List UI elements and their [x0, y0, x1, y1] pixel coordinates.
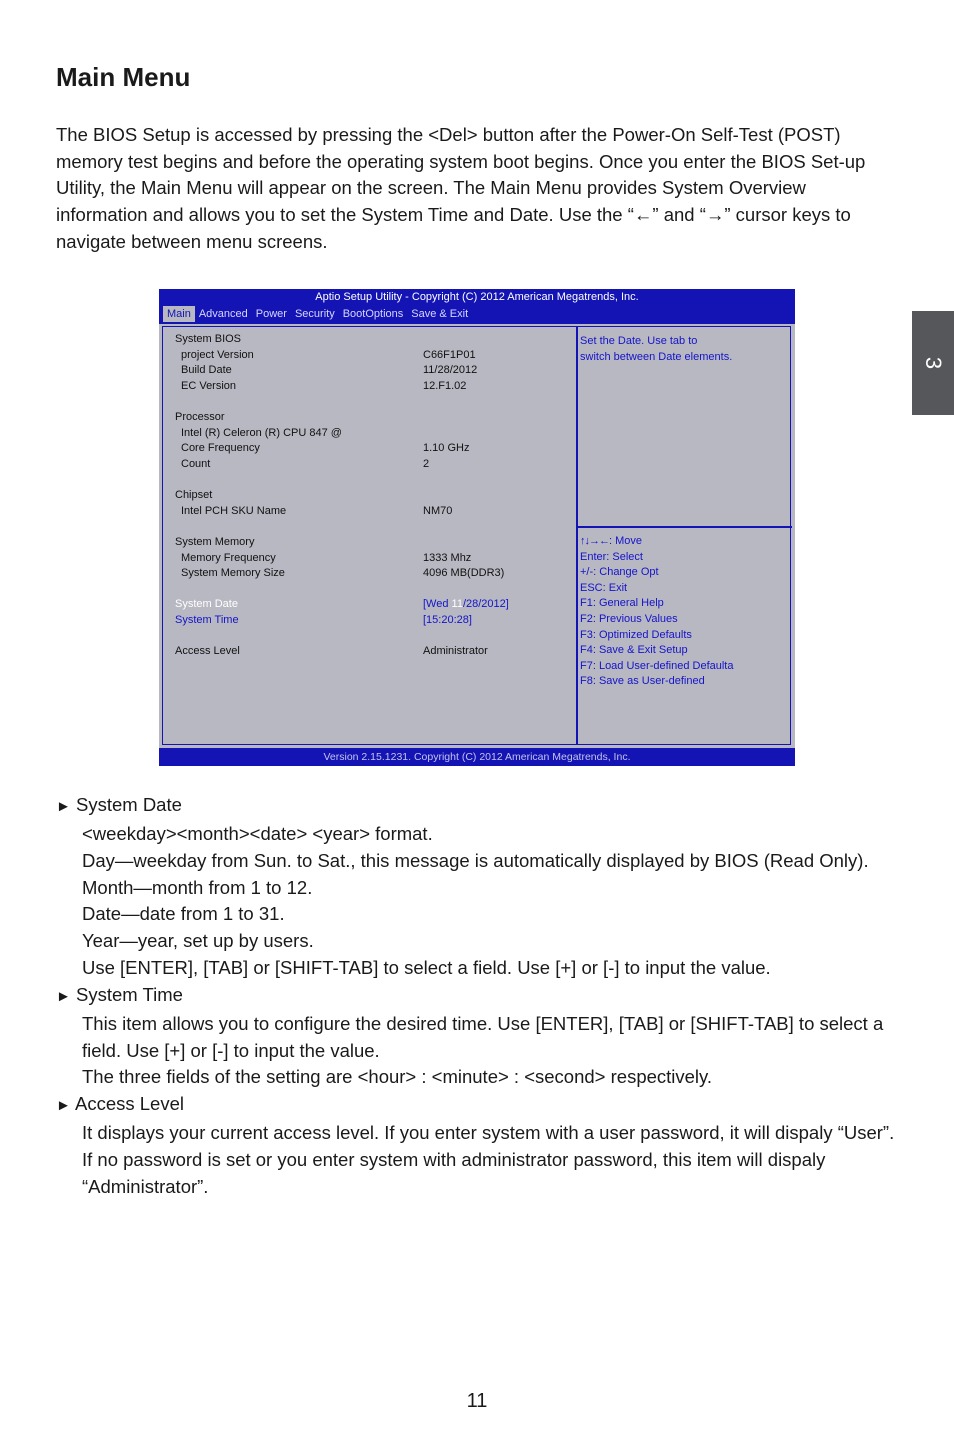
- memory-size-value: 4096 MB(DDR3): [423, 567, 505, 579]
- date-suffix: /28/2012]: [462, 598, 509, 610]
- help-text-line: Set the Date. Use tab to: [580, 335, 698, 347]
- desc-line: <weekday><month><date> <year> format.: [82, 822, 433, 844]
- desc-line: Year—year, set up by users.: [82, 930, 314, 952]
- core-frequency-value: 1.10 GHz: [423, 442, 470, 454]
- count-label: Count: [181, 458, 211, 470]
- ec-version-label: EC Version: [181, 380, 237, 392]
- item-system-date: [56, 792, 901, 821]
- build-date-value: 11/28/2012: [423, 364, 478, 376]
- bullet-icon: ►: [56, 798, 71, 815]
- system-time-value[interactable]: [15:20:28]: [423, 614, 472, 626]
- key-move: [580, 535, 642, 547]
- page-number: 11: [466, 1390, 488, 1412]
- key-change-opt: +/-: Change Opt: [580, 566, 659, 578]
- item-system-time: [56, 982, 901, 1011]
- item-heading: System Date: [76, 794, 182, 815]
- system-time-label[interactable]: System Time: [175, 614, 239, 626]
- bios-help-panel: [578, 326, 791, 745]
- key-f2: F2: Previous Values: [580, 613, 678, 625]
- key-f3: F3: Optimized Defaults: [580, 629, 692, 641]
- desc-line: Date—date from 1 to 31.: [82, 903, 285, 925]
- item-access-level: [56, 1091, 901, 1120]
- key-move-label: : Move: [609, 535, 643, 547]
- bios-main-panel: [162, 326, 577, 745]
- descriptions: [56, 792, 901, 1201]
- memory-size-label: System Memory Size: [181, 567, 285, 579]
- memory-frequency-value: 1333 Mhz: [423, 552, 472, 564]
- tab-advanced[interactable]: Advanced: [198, 308, 248, 320]
- build-date-label: Build Date: [181, 364, 232, 376]
- bullet-icon: ►: [56, 987, 71, 1005]
- section-system-bios: System BIOS: [175, 333, 242, 345]
- help-divider: [578, 526, 792, 528]
- date-prefix: [Wed: [423, 598, 452, 610]
- item-heading: System Time: [76, 983, 183, 1005]
- count-value: 2: [423, 458, 430, 470]
- help-text-line: switch between Date elements.: [580, 351, 733, 363]
- desc-line: Use [ENTER], [TAB] or [SHIFT-TAB] to select a field. Use [+] or [-] to input the value.: [82, 957, 771, 979]
- bios-screenshot: [159, 289, 795, 766]
- ec-version-value: 12.F1.02: [423, 380, 467, 392]
- tab-save-exit[interactable]: Save & Exit: [411, 308, 469, 320]
- section-processor: Processor: [175, 411, 225, 423]
- bios-title: Aptio Setup Utility - Copyright (C) 2012 American Megatrends, Inc.: [315, 291, 639, 303]
- tab-main[interactable]: Main: [163, 306, 195, 322]
- key-f4: F4: Save & Exit Setup: [580, 644, 688, 656]
- bios-title-bar: [159, 289, 795, 324]
- pch-sku-label: Intel PCH SKU Name: [181, 505, 287, 517]
- pch-sku-value: NM70: [423, 505, 453, 517]
- desc-line: The three fields of the setting are <hour> : <minute> : <second> respectively.: [82, 1066, 713, 1088]
- access-level-value: Administrator: [423, 645, 488, 657]
- key-f7: F7: Load User-defined Defaulta: [580, 660, 734, 672]
- memory-frequency-label: Memory Frequency: [181, 552, 276, 564]
- tab-security[interactable]: Security: [294, 308, 335, 320]
- system-date-value[interactable]: [423, 598, 509, 610]
- intro-paragraph: The BIOS Setup is accessed by pressing the <Del> button after the Power-On Self-Test (POST) memory test begins and before the operating system boot begins. Once you enter the BIOS Set-up Utility, the Main Menu will appear on the screen. The Main Menu provides System Overview information and allows you to set the System Time and Date. Use the “←” and “→” cursor keys to navigate between menu screens.: [56, 124, 866, 252]
- date-month-field[interactable]: 11: [451, 598, 463, 610]
- key-esc: ESC: Exit: [580, 582, 628, 594]
- bios-tabs: [163, 306, 472, 322]
- project-version-label: project Version: [181, 349, 254, 361]
- page-title: Main Menu: [56, 62, 191, 92]
- bullet-icon: ►: [56, 1097, 71, 1115]
- desc-line: Month—month from 1 to 12.: [82, 876, 313, 898]
- desc-line: Day—weekday from Sun. to Sat., this message is automatically displayed by BIOS (Read Only).: [82, 849, 869, 871]
- chapter-number: 3: [921, 356, 946, 370]
- access-level-label: Access Level: [175, 645, 240, 657]
- key-f1: F1: General Help: [580, 597, 664, 609]
- cpu-name-label: Intel (R) Celeron (R) CPU 847 @: [181, 427, 342, 439]
- item-heading: Access Level: [74, 1093, 184, 1115]
- core-frequency-label: Core Frequency: [181, 442, 260, 454]
- tab-power[interactable]: Power: [255, 308, 287, 320]
- chapter-tab: [912, 311, 954, 415]
- key-enter: Enter: Select: [580, 551, 643, 563]
- bios-footer: Version 2.15.1231. Copyright (C) 2012 American Megatrends, Inc.: [159, 748, 795, 766]
- desc-line: It displays your current access level. If you enter system with a user password, it will dispaly “User”. If no password is set or you enter system with administrator password, this item will dispaly “Administrator”.: [82, 1122, 895, 1197]
- project-version-value: C66F1P01: [423, 349, 476, 361]
- system-date-label[interactable]: System Date: [175, 598, 238, 610]
- section-chipset: Chipset: [175, 489, 213, 501]
- arrow-keys-icon: ↑↓→←: [580, 535, 609, 547]
- tab-bootoptions[interactable]: BootOptions: [342, 308, 404, 320]
- section-system-memory: System Memory: [175, 536, 255, 548]
- key-f8: F8: Save as User-defined: [580, 675, 705, 687]
- desc-line: This item allows you to configure the desired time. Use [ENTER], [TAB] or [SHIFT-TAB] to select a field. Use [+] or [-] to input the value.: [82, 1012, 884, 1061]
